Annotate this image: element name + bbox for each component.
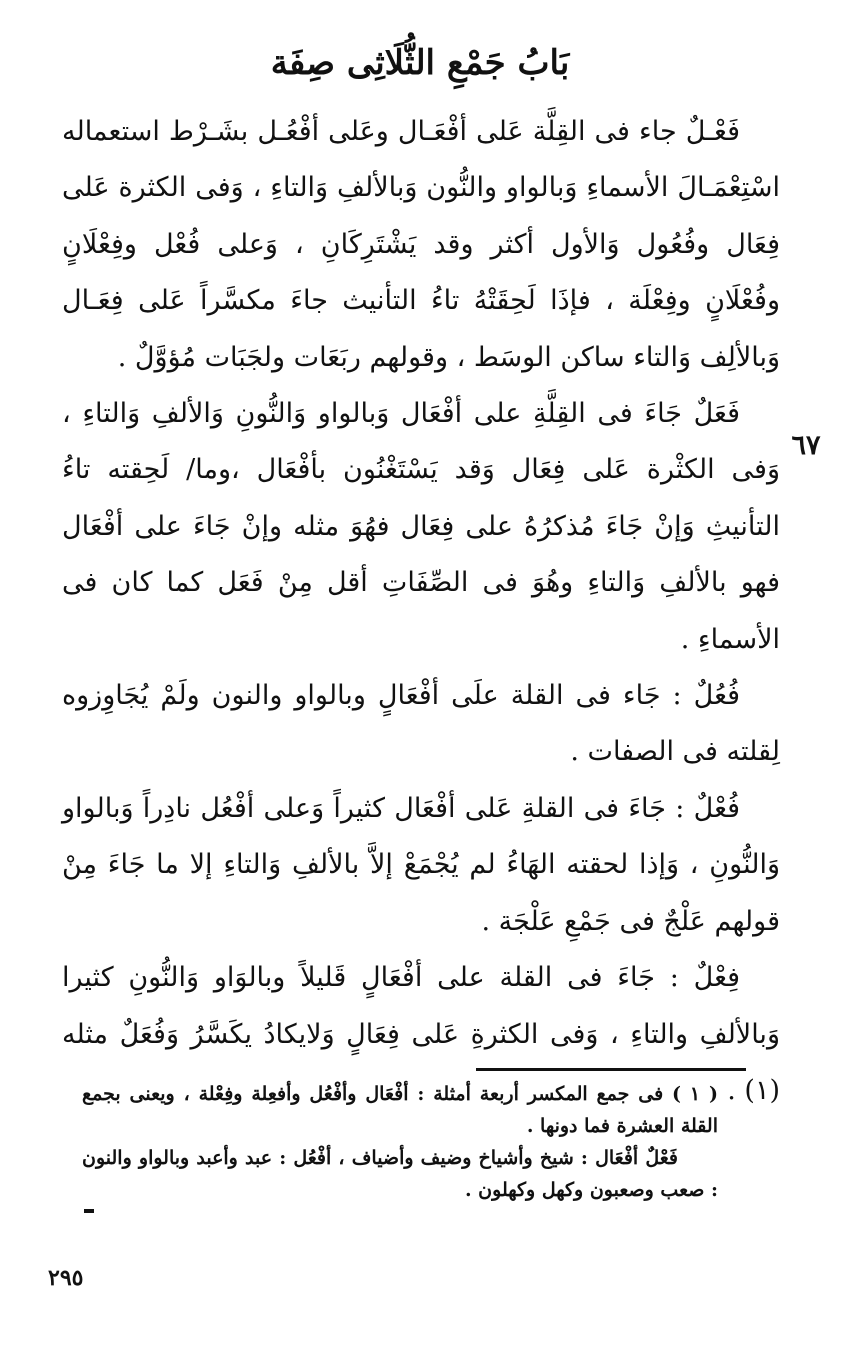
paragraph-faal: فَعْـلٌ جاء فى القِلَّة عَلى أفْعَـال وعَلى أفْعُـل بشَـرْط استعماله اسْتِعْمَـالَ الأسماءِ وَبالواو والنُّون وَبالألفِ وَالتاءِ ، وَفى الكثرة عَلى فِعَال وفُعُول وَالأول أكثر وقد يَشْتَرِكَانِ ، وَعلى فُعْل وفِعْلَانٍ وفُعْلَانٍ وفِعْلَة ، فإذَا لَحِقَتْهُ تاءُ التأنيث جاءَ مكسَّراً عَلى فِعَـال وَبالألِف وَالتاء ساكن الوسَط ، وقولهم ربَعَات ولجَبَات مُؤوَّلٌ . — [62, 116, 780, 373]
footnote-divider — [476, 1068, 746, 1071]
page-number: ٢٩٥ — [48, 1265, 84, 1291]
paragraph-fiil: فِعْلٌ : جَاءَ فى القلة على أفْعَالٍ قَليلاً وبالوَاو وَالنُّونِ كثيرا وَبالألفِ والتاءِ ، وَفى الكثرةِ عَلى فِعَالٍ وَلايكادُ يكَسَّرُ وَفُعَلٌ مثله (١) . — [62, 962, 780, 1106]
paragraph-fuul: فُعُلٌ : جَاء فى القلة علَى أفْعَالٍ وبالواو والنون ولَمْ يُجَاوِزوه لِقلته فى الصفات . — [62, 680, 780, 768]
main-text — [62, 104, 780, 1119]
paragraph-fuul-sukun: فُعْلٌ : جَاءَ فى القلةِ عَلى أفْعَال كثيراً وَعلى أفْعُل نادِراً وَبالواو وَالنُّونِ ، وَإذا لحقته الهَاءُ لم يُجْمَعْ إلاَّ بالألفِ وَالتاءِ إلا ما جَاءَ مِنْ قولهم عَلْجٌ فى جَمْعِ عَلْجَة . — [62, 792, 780, 937]
footnote-item: فَعْلٌ أفْعَال : شيخ وأشياخ وضيف وأضياف ، أفْعُل : عبد وأعبد وبالواو والنون : صعب وصعبون وكهل وكهلون . — [82, 1147, 718, 1201]
paragraph-faal-fatha: فَعَلٌ جَاءَ فى القِلَّةِ على أفْعَال وَبالواو وَالنُّونِ وَالألفِ وَالتاءِ ، وَفى الكثْرة عَلى فِعَال وَقد يَسْتَغْنُون بأفْعَال ،وما/ لَحِقته تاءُ التأنيثِ وَإنْ جَاءَ مُذكرُهُ على فِعَال فهُوَ مثله وإنْ جَاءَ على أفْعَال فهو بالألفِ وَالتاءِ وهُوَ فى الصِّفَاتِ أقل مِنْ فَعَل كما كان فى الأسماءِ . — [62, 398, 780, 655]
footnotes — [82, 1078, 718, 1206]
footnote-end-mark — [84, 1209, 94, 1213]
margin-page-number: ٦٧ — [791, 430, 821, 461]
footnote-item: ( ١ ) فى جمع المكسر أربعة أمثلة : أفْعَال وأفْعُل وأفعِلة وفِعْلة ، ويعنى بجمع القلة العشرة فما دونها . — [82, 1083, 718, 1137]
page-title: بَابُ جَمْعِ الثُّلَاثِى صِفَة — [270, 43, 570, 83]
